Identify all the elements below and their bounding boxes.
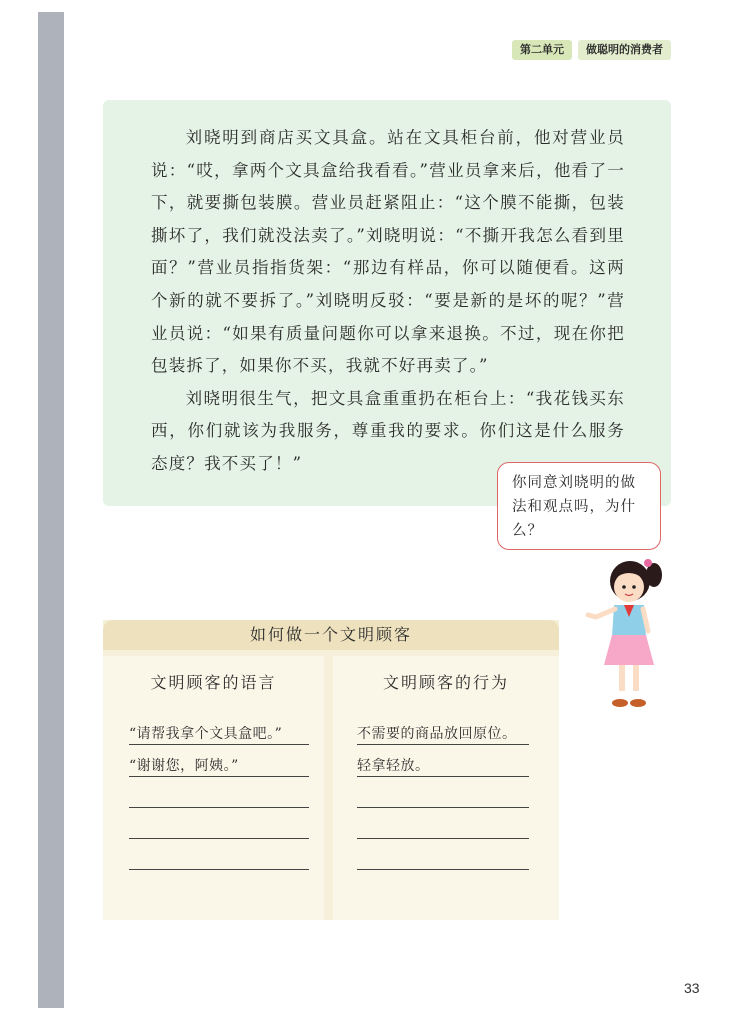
language-heading: 文明顾客的语言 xyxy=(150,673,277,692)
language-row-1: “请帮我拿个文具盒吧。” xyxy=(129,724,309,745)
behavior-row-2: 轻拿轻放。 xyxy=(357,756,529,777)
unit-header xyxy=(512,40,671,60)
story-paragraph-2: 刘晓明很生气，把文具盒重重扔在柜台上：“我花钱买东西，你们就该为我服务，尊重我的要求。你们这是什么服务态度？我不买了！” xyxy=(151,388,625,473)
language-row-3[interactable] xyxy=(129,787,309,808)
language-row-4[interactable] xyxy=(129,818,309,839)
page-edge-bar xyxy=(38,12,64,1008)
language-row-5[interactable] xyxy=(129,849,309,870)
unit-label: 第二单元 xyxy=(512,40,572,60)
behavior-row-5[interactable] xyxy=(357,849,529,870)
question-text: 你同意刘晓明的做法和观点吗，为什么？ xyxy=(512,475,636,539)
story-paragraph-1: 刘晓明到商店买文具盒。站在文具柜台前，他对营业员说：“哎，拿两个文具盒给我看看。”营业员拿来后，他看了一下，就要撕包装膜。营业员赶紧阻止：“这个膜不能撕，包装撕坏了，我们就没法卖了。”刘晓明说：“不撕开我怎么看到里面？”营业员指指货架：“那边有样品，你可以随便看。这两个新的就不要拆了。”刘晓明反驳：“要是新的是坏的呢？”营业员说：“如果有质量问题你可以拿来退换。不过，现在你把包装拆了，如果你不买，我就不好再卖了。” xyxy=(151,128,625,376)
behavior-heading: 文明顾客的行为 xyxy=(382,673,509,692)
behavior-column xyxy=(333,656,559,920)
civilized-customer-table xyxy=(103,620,559,920)
behavior-row-1: 不需要的商品放回原位。 xyxy=(357,724,529,745)
behavior-row-3[interactable] xyxy=(357,787,529,808)
language-column xyxy=(103,656,324,920)
question-bubble xyxy=(497,462,661,550)
story-box xyxy=(103,100,671,506)
girl-illustration xyxy=(582,555,672,717)
behavior-row-4[interactable] xyxy=(357,818,529,839)
language-row-2: “谢谢您，阿姨。” xyxy=(129,756,309,777)
lesson-label: 做聪明的消费者 xyxy=(578,40,671,60)
page-number: 33 xyxy=(684,980,700,996)
table-title: 如何做一个文明顾客 xyxy=(103,620,559,650)
